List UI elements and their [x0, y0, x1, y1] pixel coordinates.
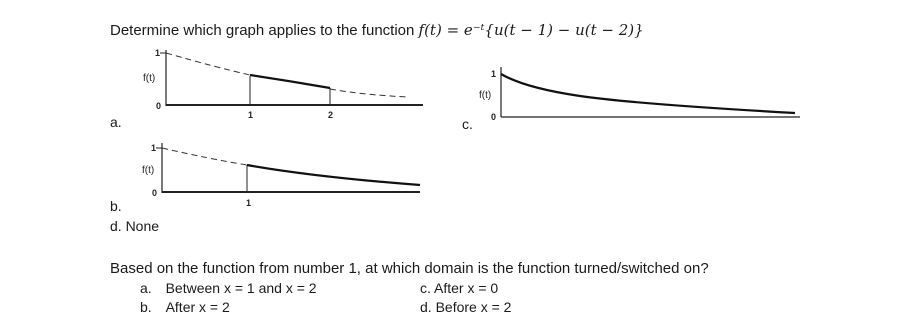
q2-choice-a-text: Between x = 1 and x = 2: [165, 280, 317, 296]
q2-choice-d-text: Before x = 2: [435, 299, 512, 315]
graph-b-curve: [247, 165, 420, 185]
graph-c-ylabel: f(t): [479, 90, 492, 101]
graph-a-dashed-envelope: [166, 53, 408, 97]
option-c-label: c.: [462, 116, 473, 132]
q2-choice-d-letter: d.: [420, 299, 432, 315]
option-a-label: a.: [110, 114, 122, 130]
graph-c: [470, 60, 805, 126]
graph-b-x-tick-1: 1: [246, 198, 252, 208]
q2-choice-d: [420, 299, 511, 315]
q2-choice-a: [140, 280, 317, 296]
q2-choice-c-text: After x = 0: [434, 280, 499, 296]
graph-a: [125, 45, 425, 130]
q2-choice-c-letter: c.: [420, 280, 431, 296]
q2-choice-c: [420, 280, 498, 296]
graph-c-curve: [501, 74, 795, 113]
question-1-text: Determine which graph applies to the function: [110, 22, 415, 39]
option-b-label: b.: [110, 198, 122, 214]
graph-a-ylabel: f(t): [143, 73, 156, 84]
q2-choice-b: [140, 299, 230, 315]
graph-c-y-one: 1: [491, 69, 497, 79]
graph-b-y-one: 1: [151, 143, 157, 153]
option-d-label: d. None: [110, 218, 160, 234]
function-formula: f(t) = e⁻ᵗ{u(t − 1) − u(t − 2)}: [418, 21, 644, 39]
q2-choice-b-letter: b.: [140, 299, 152, 315]
q2-choice-a-letter: a.: [140, 280, 152, 296]
graph-a-y-one: 1: [155, 48, 161, 58]
graph-b-y-zero: 0: [152, 188, 158, 198]
graph-b: [125, 135, 425, 210]
question-2-prompt: Based on the function from number 1, at which domain is the function turned/switched on?: [110, 260, 709, 277]
graph-a-x-tick-1: 1: [248, 110, 254, 120]
question-1-prompt: [110, 21, 644, 39]
graph-a-curve: [250, 75, 330, 88]
graph-b-ylabel: f(t): [142, 165, 155, 176]
graph-c-y-zero: 0: [491, 112, 497, 122]
q2-choice-b-text: After x = 2: [165, 299, 230, 315]
graph-a-x-tick-2: 2: [328, 110, 334, 120]
graph-a-y-zero: 0: [156, 101, 162, 111]
graph-b-dashed-envelope: [162, 148, 247, 165]
